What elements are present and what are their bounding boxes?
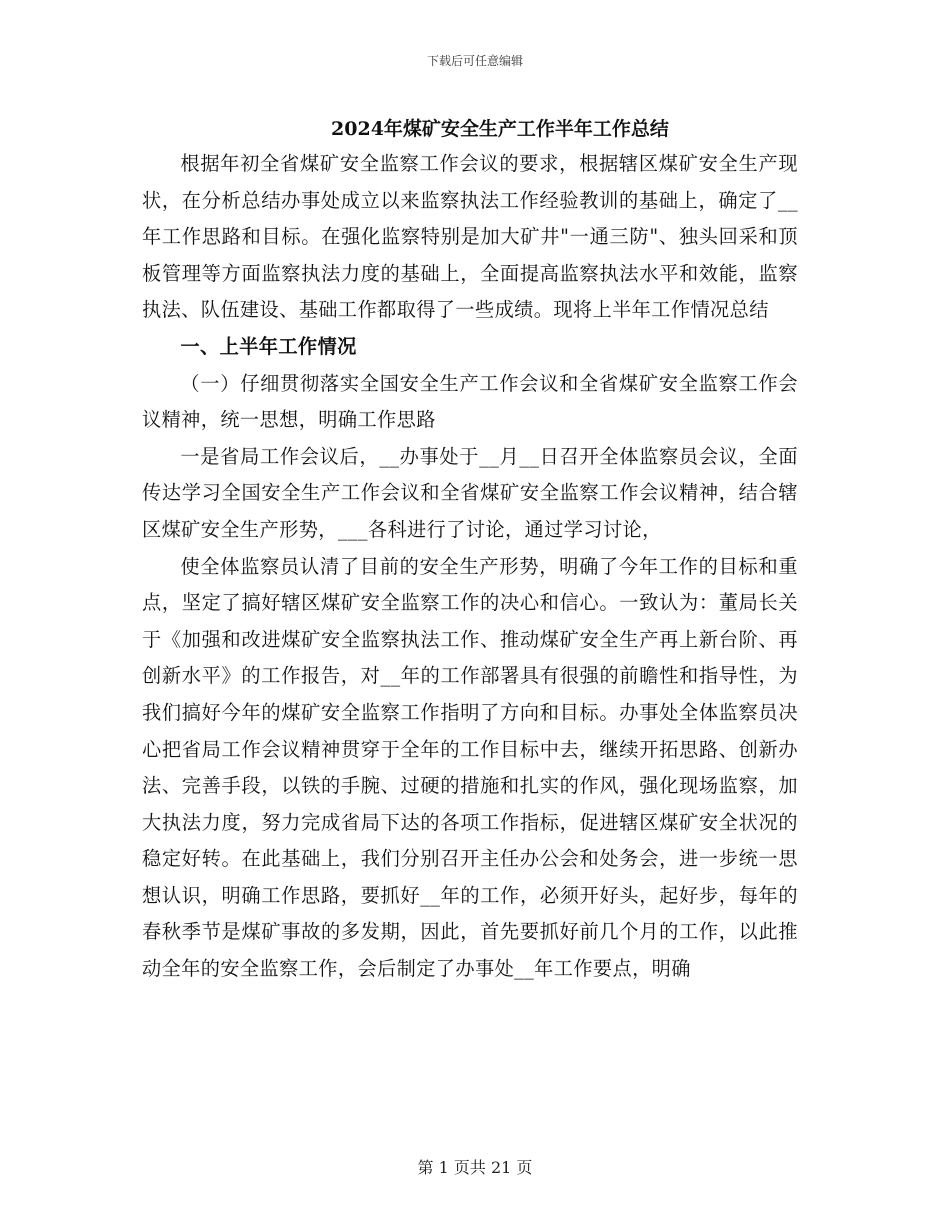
paragraph-item-one: 一是省局工作会议后，__办事处于__月__日召开全体监察员会议，全面传达学习全国安全生产工作会议和全省煤矿安全监察工作会议精神，结合辖区煤矿安全生产形势，___各科进行了讨论，通过学习讨论， xyxy=(142,444,798,541)
subsection-heading: （一）仔细贯彻落实全国安全生产工作会议和全省煤矿安全监察工作会议精神，统一思想，明确工作思路 xyxy=(142,371,798,432)
paragraph-continuation: 使全体监察员认清了目前的安全生产形势，明确了今年工作的目标和重点，坚定了搞好辖区煤矿安全监察工作的决心和信心。一致认为：董局长关于《加强和改进煤矿安全监察执法工作、推动煤矿安全生产再上新台阶、再创新水平》的工作报告，对__年的工作部署具有很强的前瞻性和指导性，为我们搞好今年的煤矿安全监察工作指明了方向和目标。办事处全体监察员决心把省局工作会议精神贯穿于全年的工作目标中去，继续开拓思路、创新办法、完善手段，以铁的手腕、过硬的措施和扎实的作风，强化现场监察，加大执法力度，努力完成省局下达的各项工作指标，促进辖区煤矿安全状况的稳定好转。在此基础上，我们分别召开主任办公会和处务会，进一步统一思想认识，明确工作思路，要抓好__年的工作，必须开好头，起好步，每年的春秋季节是煤矿事故的多发期，因此，首先要抓好前几个月的工作，以此推动全年的安全监察工作，会后制定了办事处__年工作要点，明确 xyxy=(142,554,798,981)
document-title: 2024年煤矿安全生产工作半年工作总结 xyxy=(331,118,669,140)
section-heading: 一、上半年工作情况 xyxy=(180,334,357,358)
document-body xyxy=(142,146,798,988)
page-number: 第 1 页共 21 页 xyxy=(417,1158,533,1177)
paragraph-intro: 根据年初全省煤矿安全监察工作会议的要求，根据辖区煤矿安全生产现状，在分析总结办事处成立以来监察执法工作经验教训的基础上，确定了__年工作思路和目标。在强化监察特别是加大矿井"一通三防"、独头回采和顶板管理等方面监察执法力度的基础上，全面提高监察执法水平和效能，监察执法、队伍建设、基础工作都取得了一些成绩。现将上半年工作情况总结 xyxy=(142,152,798,322)
header-note: 下载后可任意编辑 xyxy=(426,54,523,68)
